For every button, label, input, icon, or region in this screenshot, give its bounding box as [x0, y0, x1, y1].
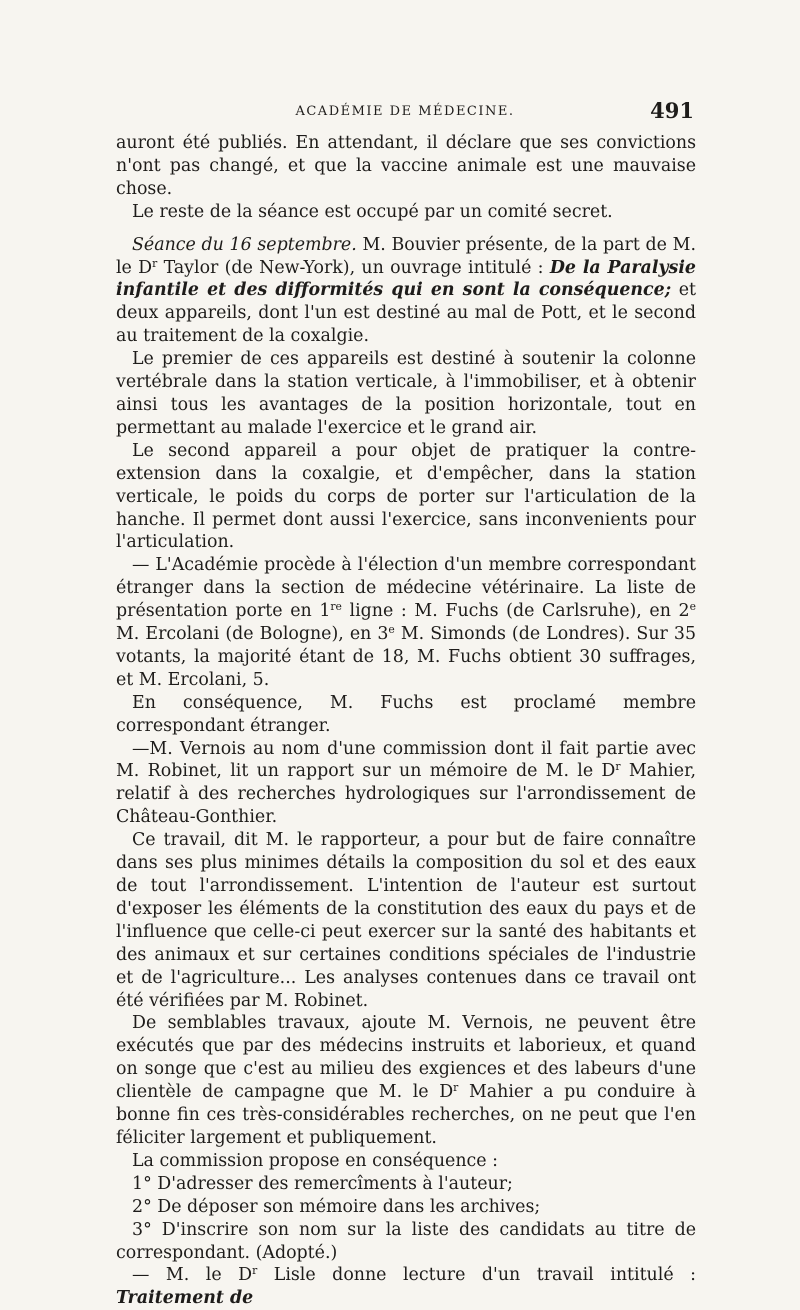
paragraph-proclamation: En conséquence, M. Fuchs est proclamé membre correspondant étranger.	[116, 692, 696, 736]
report-sup: r	[615, 760, 621, 774]
semblables-text-b: Mahier a pu conduire à bonne fin ces très-considérables recherches, on ne peut que l'en féliciter largement et publiquement.	[116, 1082, 696, 1148]
paragraph-first-apparatus: Le premier de ces appareils est destiné à soutenir la colonne vertébrale dans la station verticale, à l'immobiliser, et à obtenir ainsi tous les avantages de la position horizontale, tout en permettant au malade l'exercice et le grand air.	[116, 349, 696, 438]
election-sup-1: re	[330, 600, 342, 614]
election-text-a: — L'Académie procède à l'élection d'un membre correspondant étranger dans la section de médecine vétérinaire. La liste de présentation porte en 1	[116, 555, 696, 622]
list-item-1: 1° D'adresser des remercîments à l'auteur;	[132, 1173, 513, 1194]
paragraph-seance	[116, 234, 696, 349]
lisle-text-b: Lisle donne lecture d'un travail intitulé :	[257, 1265, 696, 1286]
election-text-d: M. Simonds (de Londres). Sur 35 votants, la majorité étant de 18, M. Fuchs obtient 30 suffrages, et M. Ercolani, 5.	[116, 624, 697, 690]
lisle-text-a: — M. le D	[132, 1265, 253, 1286]
paragraph-travail: Ce travail, dit M. le rapporteur, a pour but de faire connaître dans ses plus minimes détails la composition du sol et des eaux de tout l'arrondissement. L'intention de l'auteur est surtout d'exposer les éléments de la constitution des eaux du pays et de l'influence que celle-ci peut exercer sur la santé des habitants et des animaux et sur certaines conditions spéciales de l'industrie et de l'agriculture... Les analyses contenues dans ce travail ont été vérifiées par M. Robinet.	[116, 830, 696, 1011]
page-number: 491	[650, 98, 694, 123]
seance-sup: r	[152, 256, 158, 270]
seance-text-b: Taylor (de New-York), un ouvrage intitulé :	[157, 257, 550, 278]
paragraph-election	[116, 554, 696, 691]
election-sup-3: e	[388, 623, 395, 637]
body-text	[116, 132, 696, 1310]
election-text-b: ligne : M. Fuchs (de Carlsruhe), en 2	[341, 601, 690, 622]
report-text-a: —M. Vernois au nom d'une commission dont il fait partie avec M. Robinet, lit un rapport sur un mémoire de M. le D	[116, 738, 696, 782]
paragraph-2: Le reste de la séance est occupé par un comité secret.	[132, 201, 613, 222]
seance-text-c: et deux appareils, dont l'un est destiné au mal de Pott, et le second au traitement de la coxalgie.	[116, 280, 696, 347]
report-text-b: Mahier, relatif à des recherches hydrologiques sur l'arrondissement de Château-Gonthier.	[116, 761, 697, 828]
paragraph-1: auront été publiés. En attendant, il déclare que ses convictions n'ont pas changé, et que la vaccine animale est une mauvaise chose.	[116, 133, 696, 199]
election-text-c: M. Ercolani (de Bologne), en 3	[116, 624, 389, 645]
paragraph-second-apparatus: Le second appareil a pour objet de pratiquer la contre-extension dans la coxalgie, et d'empêcher, dans la station verticale, le poids du corps de porter sur l'articulation de la hanche. Il permet dont aussi l'exercice, sans inconvenients pour l'articulation.	[116, 440, 696, 553]
lisle-work-title: Traitement de	[116, 1288, 254, 1309]
seance-text-a: M. Bouvier présente, de la part de M. le D	[116, 234, 696, 278]
list-item-2: 2° De déposer son mémoire dans les archives;	[132, 1196, 541, 1217]
seance-date: Séance du 16 septembre.	[132, 234, 357, 255]
running-title: ACADÉMIE DE MÉDECINE.	[295, 104, 515, 119]
paragraph-lisle	[116, 1264, 696, 1310]
semblables-text-a: De semblables travaux, ajoute M. Vernois, ne peuvent être exécutés que par des médecins instruits et laborieux, et quand on songe que c'est au milieu des exgiences et des labeurs d'une clientèle de campagne que M. le D	[116, 1013, 696, 1103]
paragraph-vernois-report	[116, 738, 696, 830]
paragraph-commission: La commission propose en conséquence :	[132, 1150, 498, 1171]
work-title: De la Paralysie infantile et des difformités qui en sont la conséquence;	[116, 257, 696, 301]
page-header	[116, 98, 694, 126]
paragraph-semblables	[116, 1012, 696, 1149]
semblables-sup: r	[453, 1081, 459, 1095]
list-item-3: 3° D'inscrire son nom sur la liste des candidats au titre de correspondant. (Adopté.)	[116, 1219, 696, 1263]
lisle-sup: r	[252, 1264, 258, 1278]
election-sup-2: e	[689, 600, 696, 614]
